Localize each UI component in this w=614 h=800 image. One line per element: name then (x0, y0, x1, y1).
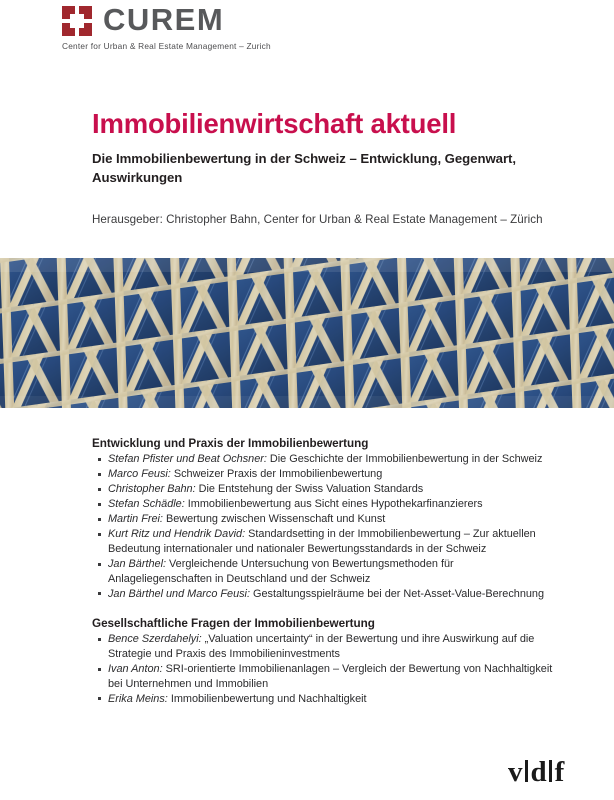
list-item (92, 587, 554, 602)
vdf-letter-v: v (508, 756, 523, 788)
publisher-brand-header (62, 2, 542, 51)
vdf-divider-1 (525, 760, 528, 782)
chapter-title: Standardsetting in der Immobilienbewertung – Zur aktuellen Bedeutung internationaler und nationaler Bewertungsstandards in der Schweiz (108, 528, 536, 556)
chapter-authors: Erika Meins: (108, 692, 168, 705)
chapter-authors: Ivan Anton: (108, 663, 163, 676)
list-item (92, 497, 554, 512)
chapter-authors: Jan Bärthel und Marco Feusi: (108, 587, 250, 600)
chapter-title: Gestaltungsspielräume bei der Net-Asset-Value-Berechnung (249, 587, 545, 600)
list-item (92, 662, 554, 691)
chapter-title: „Valuation uncertainty“ in der Bewertung und ihre Auswirkung auf die Strategie und Praxis des Immobilieninvestments (108, 633, 535, 661)
list-item (92, 692, 554, 707)
chapter-authors: Christopher Bahn: (108, 483, 196, 496)
vdf-wordmark (508, 757, 594, 787)
toc-section-list (92, 452, 554, 601)
curem-pinwheel-squares-icon (62, 6, 92, 36)
publisher-logo-vdf (508, 757, 594, 791)
chapter-title: Die Entstehung der Swiss Valuation Standards (195, 483, 424, 496)
curem-wordmark: CUREM (103, 2, 225, 37)
chapter-title: Immobilienbewertung aus Sicht eines Hypothekarfinanzierers (184, 498, 483, 511)
logo-square-top-left (62, 6, 75, 19)
chapter-title: Schweizer Praxis der Immobilienbewertung (170, 468, 383, 481)
list-item (92, 557, 554, 586)
list-item (92, 482, 554, 497)
book-subtitle: Die Immobilienbewertung in der Schweiz – Entwicklung, Gegenwart, Auswirkungen (92, 151, 517, 185)
cover-photo (0, 258, 614, 408)
title-block (92, 108, 562, 187)
chapter-authors: Marco Feusi: (108, 468, 171, 481)
chapter-authors: Jan Bärthel: (108, 558, 166, 571)
chapter-title: SRI-orientierte Immobilienanlagen – Vergleich der Bewertung von Nachhaltigkeit bei Unternehmen und Immobilien (108, 663, 553, 690)
toc-section-heading: Entwicklung und Praxis der Immobilienbewertung (92, 437, 369, 450)
list-item (92, 632, 554, 661)
chapter-title: Vergleichende Untersuchung von Bewertungsmethoden für Anlageliegenschaften in Deutschland und der Schweiz (108, 558, 454, 585)
editor-credit: Herausgeber: Christopher Bahn, Center for Urban & Real Estate Management – Zürich (92, 213, 543, 226)
chapter-title: Immobilienbewertung und Nachhaltigkeit (167, 692, 367, 705)
vdf-letter-d: d (530, 756, 547, 788)
toc-section-heading: Gesellschaftliche Fragen der Immobilienbewertung (92, 617, 375, 631)
table-of-contents (92, 437, 554, 707)
list-item (92, 467, 554, 482)
chapter-title: Die Geschichte der Immobilienbewertung in der Schweiz (266, 453, 543, 465)
vdf-letter-f: f (554, 756, 565, 788)
chapter-authors: Martin Frei: (108, 513, 163, 526)
list-item (92, 512, 554, 527)
curem-logo (62, 2, 542, 37)
list-item (92, 527, 554, 556)
chapter-authors: Stefan Schädle: (108, 498, 185, 511)
logo-square-top-right (79, 6, 92, 19)
chapter-authors: Kurt Ritz und Hendrik David: (108, 528, 246, 541)
vdf-divider-2 (549, 760, 552, 782)
chapter-title: Bewertung zwischen Wissenschaft und Kunst (162, 513, 386, 526)
chapter-authors: Stefan Pfister und Beat Ochsner: (108, 453, 267, 465)
list-item (92, 452, 554, 467)
book-title: Immobilienwirtschaft aktuell (92, 108, 457, 139)
logo-square-bottom-left (62, 23, 75, 36)
curem-tagline: Center for Urban & Real Estate Management – Zurich (62, 41, 271, 51)
toc-section-list (92, 632, 554, 706)
logo-square-bottom-right (79, 23, 92, 36)
chapter-authors: Bence Szerdahelyi: (108, 633, 202, 646)
